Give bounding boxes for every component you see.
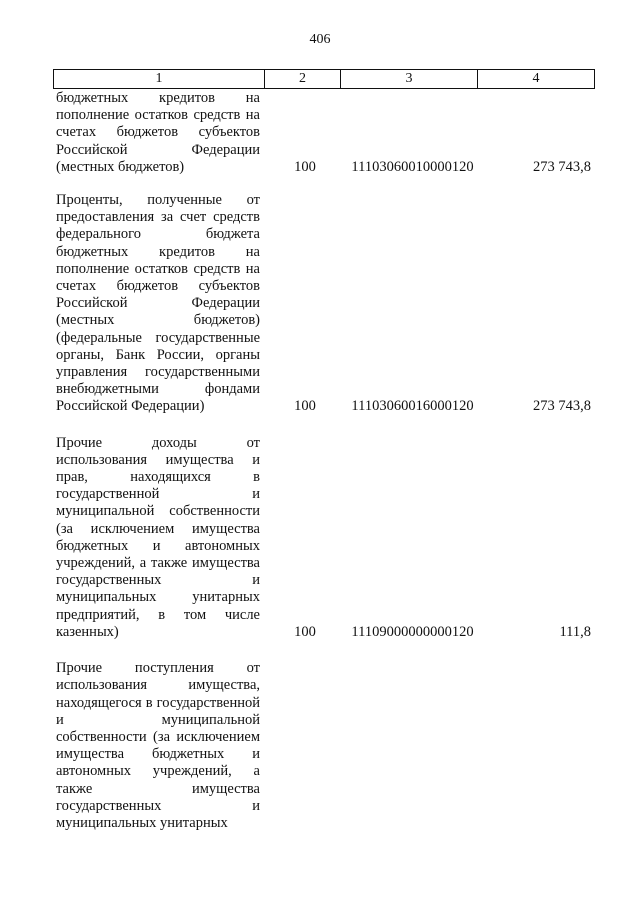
row-amount: 273 743,8 <box>533 158 591 175</box>
table-body <box>56 90 596 832</box>
row-code: 100 <box>294 623 316 640</box>
header-col-2: 2 <box>265 70 341 88</box>
header-col-1: 1 <box>54 70 265 88</box>
table-header <box>53 69 595 89</box>
table-row <box>56 90 596 176</box>
row-amount: 111,8 <box>559 623 591 640</box>
row-code: 100 <box>294 158 316 175</box>
row-name: Прочие поступления от использования имущества, находящегося в государственной и муниципальной собственности (за исключением имущества бюджетных и автономных учреждений, а также имущества государственных и муниципальных унитарных <box>56 660 260 831</box>
row-kbk: 11109000000000120 <box>351 623 474 640</box>
table-row <box>56 192 596 416</box>
row-kbk: 11103060016000120 <box>351 398 474 415</box>
header-col-4: 4 <box>532 71 540 86</box>
row-name: бюджетных кредитов на пополнение остатков средств на счетах бюджетов субъектов Российской Федерации (местных бюджетов) <box>56 90 260 175</box>
row-name: Прочие доходы от использования имущества и прав, находящихся в государственной и муниципальной собственности (за исключением имущества бюджетных и автономных учреждений, а также имущества государственных и муниципальных унитарных предприятий, в том числе казенных) <box>56 434 260 640</box>
header-col-3: 3 <box>341 70 478 88</box>
row-code: 100 <box>294 398 316 415</box>
table-row <box>56 660 596 832</box>
row-amount: 273 743,8 <box>533 398 591 415</box>
row-name: Проценты, полученные от предоставления за счет средств федерального бюджета бюджетных кредитов на пополнение остатков средств на счетах бюджетов субъектов Российской Федерации (местных бюджетов) (федеральные государственные органы, Банк России, органы управления государственными внебюджетными фондами Российской Федерации) <box>56 192 260 415</box>
page-number: 406 <box>309 32 331 47</box>
row-kbk: 11103060010000120 <box>351 158 474 175</box>
table-row <box>56 435 596 641</box>
